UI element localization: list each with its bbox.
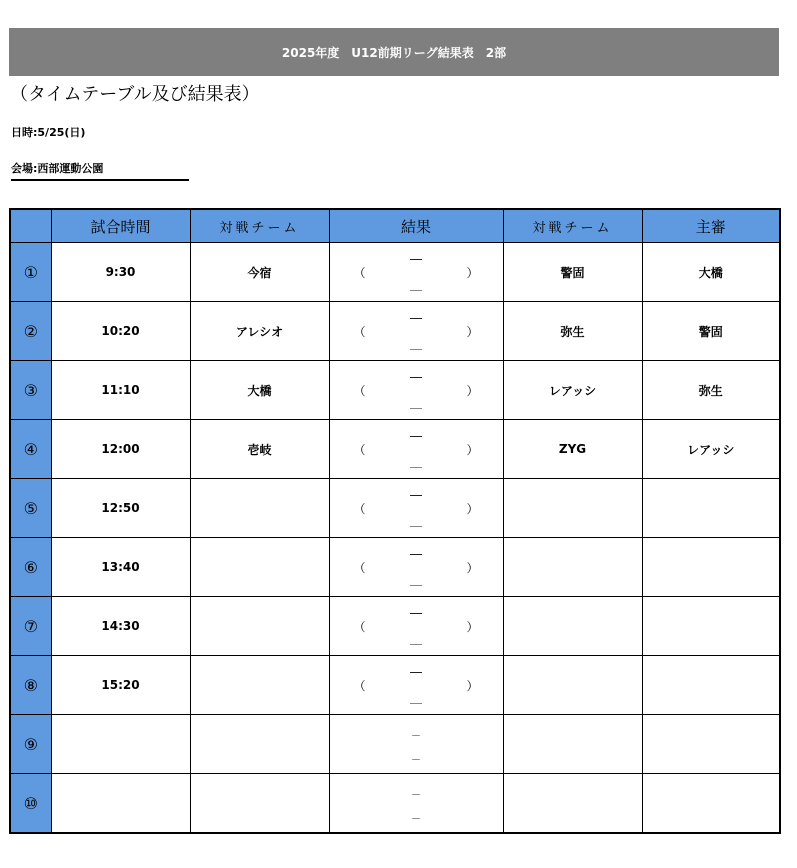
table-row (10, 538, 780, 597)
result-close-paren: ） (466, 443, 479, 457)
team-b-cell (503, 656, 642, 715)
team-a-cell (190, 597, 329, 656)
result-score-bottom: ＿ (409, 396, 422, 410)
result-score-top: ― (410, 665, 422, 679)
team-a-cell: 今宿 (190, 243, 329, 302)
team-a-cell: 壱岐 (190, 420, 329, 479)
result-score-top: － (411, 790, 421, 801)
table-row (10, 302, 780, 361)
match-number: ⑨ (10, 715, 51, 774)
team-a-cell (190, 479, 329, 538)
match-number: ① (10, 243, 51, 302)
result-score-bottom: ＿ (409, 337, 422, 351)
match-time: 15:20 (51, 656, 190, 715)
col-referee: 主審 (642, 209, 780, 243)
result-close-paren: ） (466, 325, 479, 339)
title-banner (9, 28, 779, 76)
result-score-bottom: ＿ (409, 514, 422, 528)
match-number: ③ (10, 361, 51, 420)
match-venue: 会場:西部運動公園 (11, 160, 189, 181)
referee-cell (642, 597, 780, 656)
col-number (10, 209, 51, 243)
result-score-bottom: ＿ (409, 278, 422, 292)
match-time: 10:20 (51, 302, 190, 361)
result-cell (329, 774, 503, 834)
banner-title: 2025年度 U12前期リーグ結果表 2部 (281, 45, 507, 60)
team-b-cell (503, 774, 642, 834)
team-b-cell: 警固 (503, 243, 642, 302)
referee-cell (642, 479, 780, 538)
referee-cell: 警固 (642, 302, 780, 361)
match-time: 9:30 (51, 243, 190, 302)
match-time: 12:50 (51, 479, 190, 538)
result-close-paren: ） (466, 620, 479, 634)
match-time: 11:10 (51, 361, 190, 420)
page-subtitle: （タイムテーブル及び結果表） (10, 84, 260, 105)
match-number: ⑤ (10, 479, 51, 538)
result-score-top: ― (410, 547, 422, 561)
results-table (9, 208, 781, 834)
result-close-paren: ） (466, 679, 479, 693)
table-row (10, 479, 780, 538)
result-open-paren: （ (353, 443, 366, 457)
result-open-paren: （ (353, 384, 366, 398)
result-open-paren: （ (353, 561, 366, 575)
team-b-cell (503, 479, 642, 538)
result-cell (329, 479, 503, 538)
table-row (10, 420, 780, 479)
referee-cell (642, 538, 780, 597)
match-time: 12:00 (51, 420, 190, 479)
result-cell (329, 715, 503, 774)
result-open-paren: （ (353, 266, 366, 280)
referee-cell (642, 715, 780, 774)
result-open-paren: （ (353, 325, 366, 339)
result-close-paren: ） (466, 384, 479, 398)
result-close-paren: ） (466, 561, 479, 575)
team-b-cell (503, 715, 642, 774)
result-open-paren: （ (353, 679, 366, 693)
match-number: ⑧ (10, 656, 51, 715)
referee-cell: レアッシ (642, 420, 780, 479)
col-team-a: 対戦チーム (190, 209, 329, 243)
referee-cell: 大橋 (642, 243, 780, 302)
table-header-row (10, 209, 780, 243)
result-cell (329, 656, 503, 715)
team-a-cell (190, 715, 329, 774)
match-time: 13:40 (51, 538, 190, 597)
result-score-top: ― (410, 488, 422, 502)
col-team-b: 対戦チーム (503, 209, 642, 243)
team-a-cell (190, 656, 329, 715)
table-row (10, 774, 780, 834)
team-b-cell: ZYG (503, 420, 642, 479)
result-cell (329, 243, 503, 302)
result-score-top: ― (410, 429, 422, 443)
result-score-bottom: ＿ (409, 455, 422, 469)
result-open-paren: （ (353, 502, 366, 516)
result-score-top: ― (410, 370, 422, 384)
result-cell (329, 420, 503, 479)
result-score-top: － (411, 731, 421, 742)
match-number: ⑥ (10, 538, 51, 597)
team-b-cell (503, 538, 642, 597)
col-time: 試合時間 (51, 209, 190, 243)
table-row (10, 597, 780, 656)
team-a-cell (190, 774, 329, 834)
result-score-top: ― (410, 311, 422, 325)
table-row (10, 715, 780, 774)
match-time: 14:30 (51, 597, 190, 656)
referee-cell (642, 656, 780, 715)
result-score-bottom: ＿ (409, 573, 422, 587)
team-a-cell (190, 538, 329, 597)
col-result: 結果 (329, 209, 503, 243)
result-close-paren: ） (466, 266, 479, 280)
match-number: ④ (10, 420, 51, 479)
team-b-cell: 弥生 (503, 302, 642, 361)
team-a-cell: 大橋 (190, 361, 329, 420)
result-score-top: ― (410, 606, 422, 620)
referee-cell (642, 774, 780, 834)
table-row (10, 656, 780, 715)
result-cell (329, 597, 503, 656)
result-cell (329, 538, 503, 597)
result-score-bottom: － (411, 814, 421, 825)
result-close-paren: ） (466, 502, 479, 516)
result-score-bottom: ＿ (409, 691, 422, 705)
team-b-cell (503, 597, 642, 656)
match-number: ② (10, 302, 51, 361)
result-score-top: ― (410, 252, 422, 266)
result-cell (329, 361, 503, 420)
team-b-cell: レアッシ (503, 361, 642, 420)
result-score-bottom: ＿ (409, 632, 422, 646)
team-a-cell: アレシオ (190, 302, 329, 361)
table-row (10, 361, 780, 420)
referee-cell: 弥生 (642, 361, 780, 420)
result-open-paren: （ (353, 620, 366, 634)
result-score-bottom: － (411, 755, 421, 766)
match-number: ⑦ (10, 597, 51, 656)
match-number: ⑩ (10, 774, 51, 834)
match-date: 日時:5/25(日) (11, 126, 86, 139)
result-cell (329, 302, 503, 361)
table-row (10, 243, 780, 302)
match-time (51, 715, 190, 774)
match-time (51, 774, 190, 834)
